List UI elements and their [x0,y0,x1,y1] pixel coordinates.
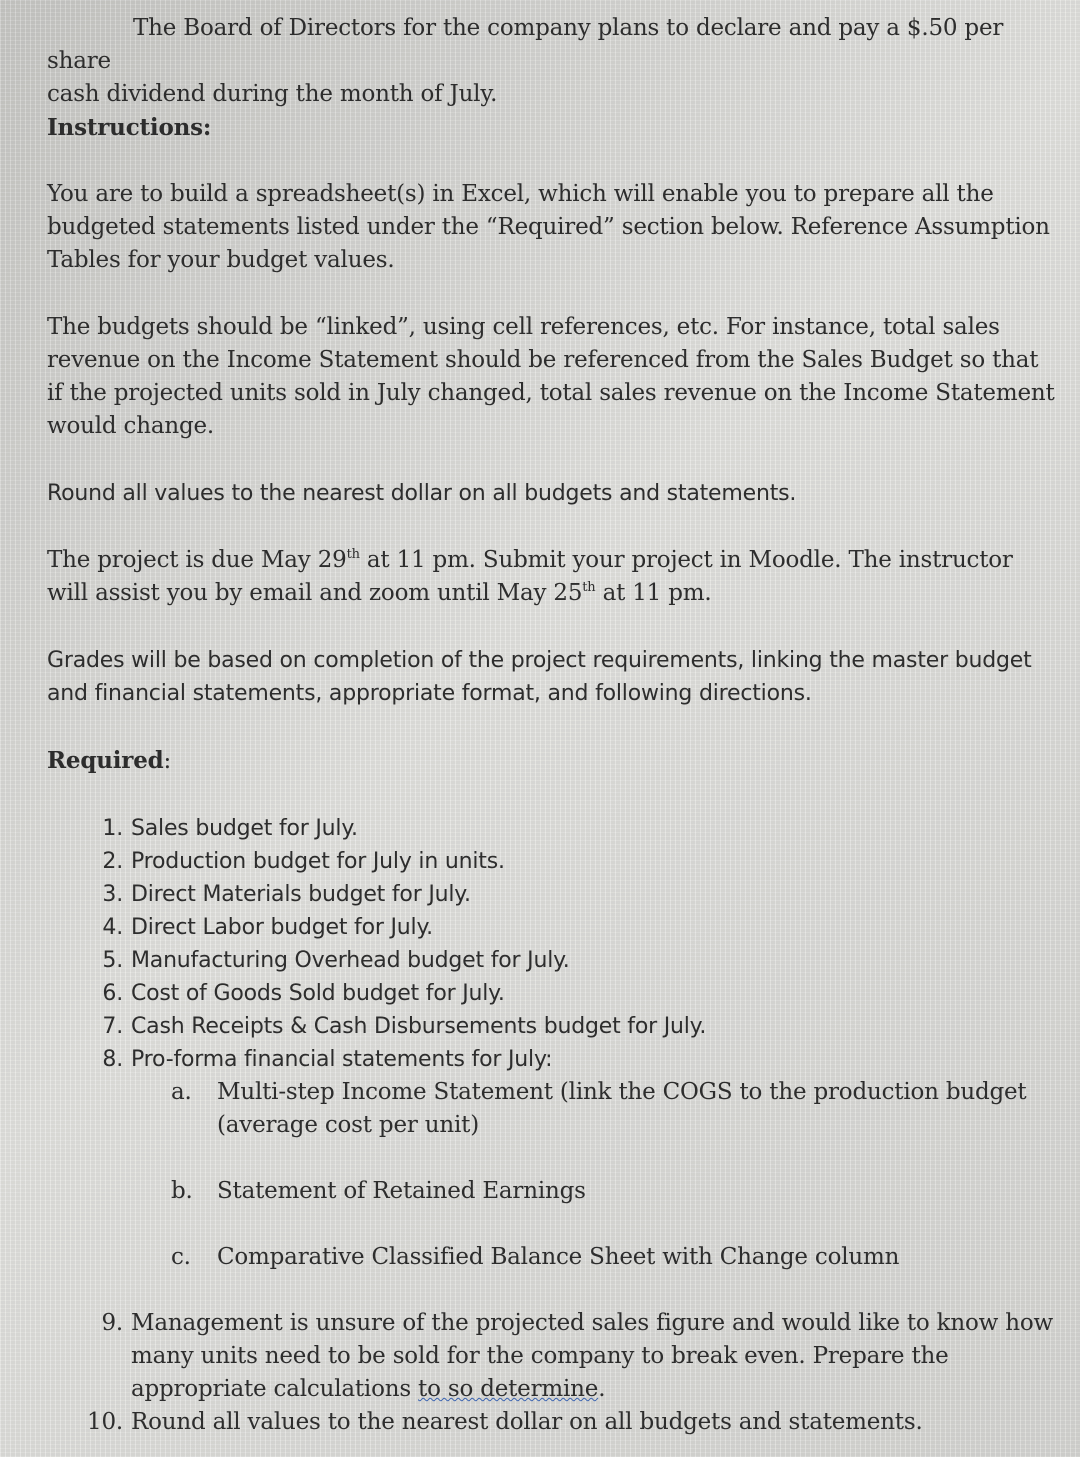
spacer [47,610,1057,644]
list-item-number: 1. [102,816,123,841]
spacer [47,144,1057,178]
list-item-text: Production budget for July in units. [131,849,505,874]
list-item-number: 6. [102,981,123,1006]
list-item [47,1043,1057,1076]
list-item-number: 5. [102,948,123,973]
list-item [47,944,1057,977]
list-item-text: Sales budget for July. [131,816,358,841]
list-item [47,911,1057,944]
sub-item-text: Statement of Retained Earnings [217,1178,586,1204]
required-heading: Required [47,747,164,774]
due-superscript-1: th [346,547,360,562]
sub-item-b [47,1175,1057,1208]
list-item-number: 7. [102,1014,123,1039]
sub-item-letter: b. [171,1178,193,1204]
spacer [47,778,1057,812]
list-item [47,878,1057,911]
list-item-text: Manufacturing Overhead budget for July. [131,948,570,973]
list-item-number: 10. [87,1409,123,1435]
list-item-text: Cash Receipts & Cash Disbursements budget for July. [131,1014,707,1039]
required-colon: : [163,748,172,774]
spacer [47,1274,1057,1307]
sub-item-c [47,1241,1057,1274]
sub-item-letter: a. [171,1079,192,1105]
intro-line-1: The Board of Directors for the company plans to declare and pay a $.50 per share [47,15,1004,74]
grades-paragraph: Grades will be based on completion of the project requirements, linking the master budget and financial statements, appropriate format, and following directions. [47,648,1032,706]
list-item-text: Cost of Goods Sold budget for July. [131,981,505,1006]
spacer [47,1142,1057,1175]
required-list-continued [47,1307,1057,1439]
list-item-text: Round all values to the nearest dollar on all budgets and statements. [131,1409,923,1435]
sub-item-a [47,1076,1057,1142]
list-item-text-end: . [598,1376,606,1402]
list-item-number: 9. [101,1310,123,1336]
list-item-text: Direct Materials budget for July. [131,882,471,907]
spellcheck-underlined-text: to so determine [418,1376,599,1402]
linked-paragraph: The budgets should be “linked”, using cell references, etc. For instance, total sales revenue on the Income Statement should be referenced from the Sales Budget so that if the projected units sold in July changed, total sales revenue on the Income Statement would change. [47,314,1055,439]
list-item [47,845,1057,878]
document-page [47,12,1057,1439]
list-item [47,977,1057,1010]
list-item [47,812,1057,845]
required-heading-line [47,744,1057,778]
round-paragraph: Round all values to the nearest dollar on all budgets and statements. [47,481,797,506]
spacer [47,443,1057,477]
sub-item-text: Comparative Classified Balance Sheet with Change column [217,1244,900,1270]
due-text-1: The project is due May 29 [47,547,347,573]
list-item-number: 4. [102,915,123,940]
due-superscript-2: th [582,580,596,595]
build-paragraph: You are to build a spreadsheet(s) in Excel, which will enable you to prepare all the budgeted statements listed under the “Required” section below. Reference Assumption Tables for your budget values. [47,181,1050,273]
list-item-text: Direct Labor budget for July. [131,915,433,940]
list-item-text: Pro-forma financial statements for July: [131,1047,553,1072]
required-list [47,812,1057,1076]
due-text-2: at 11 pm. Submit your project in Moodle. The instructor will assist you by email and zoom until May 25 [47,547,1013,606]
list-item [47,1010,1057,1043]
due-date-paragraph [47,544,1057,610]
sub-item-letter: c. [171,1244,191,1270]
spacer [47,1208,1057,1241]
list-item-text: Management is unsure of the projected sales figure and would like to know how many units need to be sold for the company to break even. Prepare the appropriate calculations [131,1310,1053,1402]
spacer [47,510,1057,544]
spacer [47,277,1057,311]
intro-line-2: cash dividend during the month of July. [47,81,498,107]
list-item-number: 8. [102,1047,123,1072]
spacer [47,710,1057,744]
list-item [47,1406,1057,1439]
list-item-number: 2. [102,849,123,874]
list-item-number: 3. [102,882,123,907]
due-text-3: at 11 pm. [595,580,712,606]
intro-paragraph [47,12,1057,111]
list-item [47,1307,1057,1406]
instructions-heading: Instructions: [47,114,212,141]
sub-item-text: Multi-step Income Statement (link the COGS to the production budget (average cost per unit) [217,1079,1027,1138]
